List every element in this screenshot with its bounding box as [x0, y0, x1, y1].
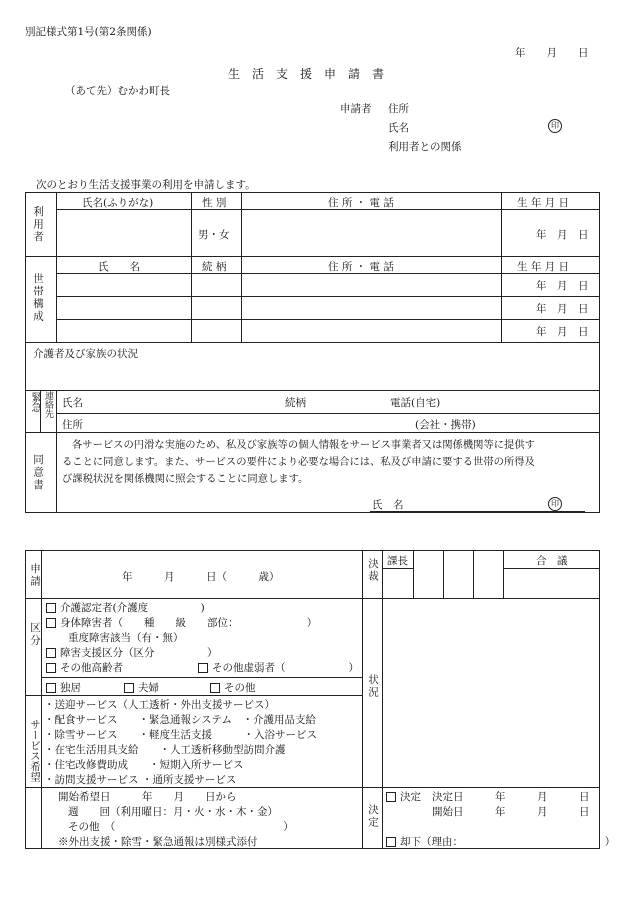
consent-text-line: 各サービスの円滑な実施のため、私及び家族等の個人情報をサービス事業者又は関係機関等に提供す: [72, 439, 535, 451]
form-number: 別記様式第1号(第2条関係): [25, 26, 152, 38]
checkbox[interactable]: [46, 663, 56, 673]
decision-side-label: 決裁: [367, 558, 379, 583]
category-item[interactable]: 介護認定者(介護度 ): [46, 600, 205, 615]
other-line[interactable]: その他 （ ）: [68, 821, 294, 833]
seal-mark: 印: [548, 119, 562, 133]
weekly-frequency-line[interactable]: 週 回（利用曜日：月・火・水・木・金）: [68, 806, 278, 818]
addressee: （あて先）むかわ町長: [65, 85, 170, 97]
category-item[interactable]: 身体障害者（ 種 級 部位： ）: [46, 615, 317, 630]
form-title: 生 活 支 援 申 請 書: [228, 67, 385, 81]
checkbox[interactable]: [386, 792, 396, 802]
applicant-name-label[interactable]: 氏名: [388, 122, 409, 134]
emergency-side-label: 緊急: [29, 392, 40, 412]
reject-checkbox[interactable]: 却下（理由： ）: [386, 834, 615, 849]
decide-side-label: 決定: [367, 804, 379, 829]
checkbox[interactable]: [46, 603, 56, 613]
checkbox[interactable]: [46, 618, 56, 628]
checkbox[interactable]: [46, 648, 56, 658]
care-status-label[interactable]: 介護者及び家族の状況: [33, 348, 138, 360]
col-birthdate: 生 年 月 日: [517, 197, 570, 209]
service-line[interactable]: ・訪問支援サービス ・通所支援サービス: [44, 774, 237, 786]
decided-date[interactable]: 決定日 年 月 日: [432, 791, 590, 803]
gougi-label: 合 議: [536, 555, 568, 567]
col-sex: 性 別: [202, 197, 227, 209]
apply-date-age[interactable]: 年 月 日（ 歳）: [122, 571, 280, 583]
checkbox[interactable]: [198, 663, 208, 673]
user-side-label: 利用者: [32, 206, 44, 244]
col-relationship: 続 柄: [202, 261, 227, 273]
application-date[interactable]: 年 月 日: [515, 47, 589, 59]
service-line[interactable]: ・配食サービス ・緊急通報システム ・介護用品支給: [44, 714, 316, 726]
consent-text-line: び課税状況を関係機関に照会することに同意します。: [62, 473, 309, 485]
col-household-birthdate: 生 年 月 日: [517, 261, 570, 273]
category-item[interactable]: 障害支援区分（区分 ）: [46, 645, 218, 660]
applicant-address-label[interactable]: 住所: [388, 103, 409, 115]
seal-icon: [548, 497, 562, 511]
consent-side-label: 同意書: [32, 454, 44, 492]
applicant-label: 申請者: [340, 103, 372, 115]
attachment-note: ※外出支援・除雪・緊急通報は別様式添付: [58, 836, 258, 848]
decided-checkbox[interactable]: 決定: [386, 789, 421, 804]
emergency-name-label[interactable]: 氏名: [62, 397, 83, 409]
household-birthdate[interactable]: 年 月 日: [536, 280, 589, 292]
start-wish-line[interactable]: 開始希望日 年 月 日から: [58, 791, 237, 803]
col-name-furigana: 氏名(ふりがな): [82, 197, 154, 209]
living-option[interactable]: 独居: [46, 680, 81, 695]
sex-choice[interactable]: 男・女: [198, 229, 230, 241]
checkbox[interactable]: [124, 683, 134, 693]
col-household-name: 氏 名: [98, 261, 140, 273]
household-birthdate[interactable]: 年 月 日: [536, 303, 589, 315]
start-date[interactable]: 開始日 年 月 日: [432, 806, 590, 818]
category-item[interactable]: その他虚弱者（ ）: [198, 660, 359, 675]
col-household-address: 住 所 ・ 電 話: [328, 261, 394, 273]
checkbox[interactable]: [210, 683, 220, 693]
contact-side-label: 連絡先: [43, 391, 53, 418]
household-birthdate[interactable]: 年 月 日: [536, 326, 589, 338]
service-line[interactable]: ・住宅改修費助成 ・短期入所サービス: [44, 759, 244, 771]
service-line[interactable]: ・送迎サービス（人工透析・外出支援サービス）: [44, 699, 275, 711]
seal-icon: [548, 119, 562, 133]
seal-mark: 印: [548, 497, 562, 511]
intro-text: 次のとおり生活支援事業の利用を申請します。: [36, 179, 256, 191]
checkbox[interactable]: [46, 683, 56, 693]
user-birthdate[interactable]: 年 月 日: [536, 229, 589, 241]
status-side-label: 状況: [367, 674, 379, 699]
service-line[interactable]: ・除雪サービス ・軽度生活支援 ・入浴サービス: [44, 729, 317, 741]
apply-side-label: 申請: [29, 563, 41, 588]
checkbox[interactable]: [386, 837, 396, 847]
emergency-work-phone-label[interactable]: (会社・携帯): [415, 419, 476, 431]
household-side-label: 世帯構成: [32, 273, 44, 323]
category-item[interactable]: その他高齢者: [46, 660, 123, 675]
living-option[interactable]: 夫婦: [124, 680, 159, 695]
category-subitem[interactable]: 重度障害該当（有・無）: [68, 632, 184, 644]
service-line[interactable]: ・在宅生活用具支給 ・人工透析移動型訪問介護: [44, 744, 286, 756]
service-side-label: サービス希望: [29, 719, 41, 782]
col-address-phone: 住 所 ・ 電 話: [328, 197, 394, 209]
relation-label[interactable]: 利用者との関係: [388, 141, 462, 153]
kacho-label: 課長: [387, 555, 408, 567]
emergency-home-phone-label[interactable]: 電話(自宅): [390, 397, 441, 409]
consent-signature-label[interactable]: 氏 名: [372, 499, 404, 511]
emergency-address-label[interactable]: 住所: [62, 419, 83, 431]
category-side-label: 区分: [29, 622, 41, 647]
consent-text-line: ることに同意します。また、サービスの要件により必要な場合には、私及び申請に要する世帯の所得及: [62, 456, 535, 468]
emergency-relation-label[interactable]: 続柄: [285, 397, 306, 409]
living-option[interactable]: その他: [210, 680, 256, 695]
